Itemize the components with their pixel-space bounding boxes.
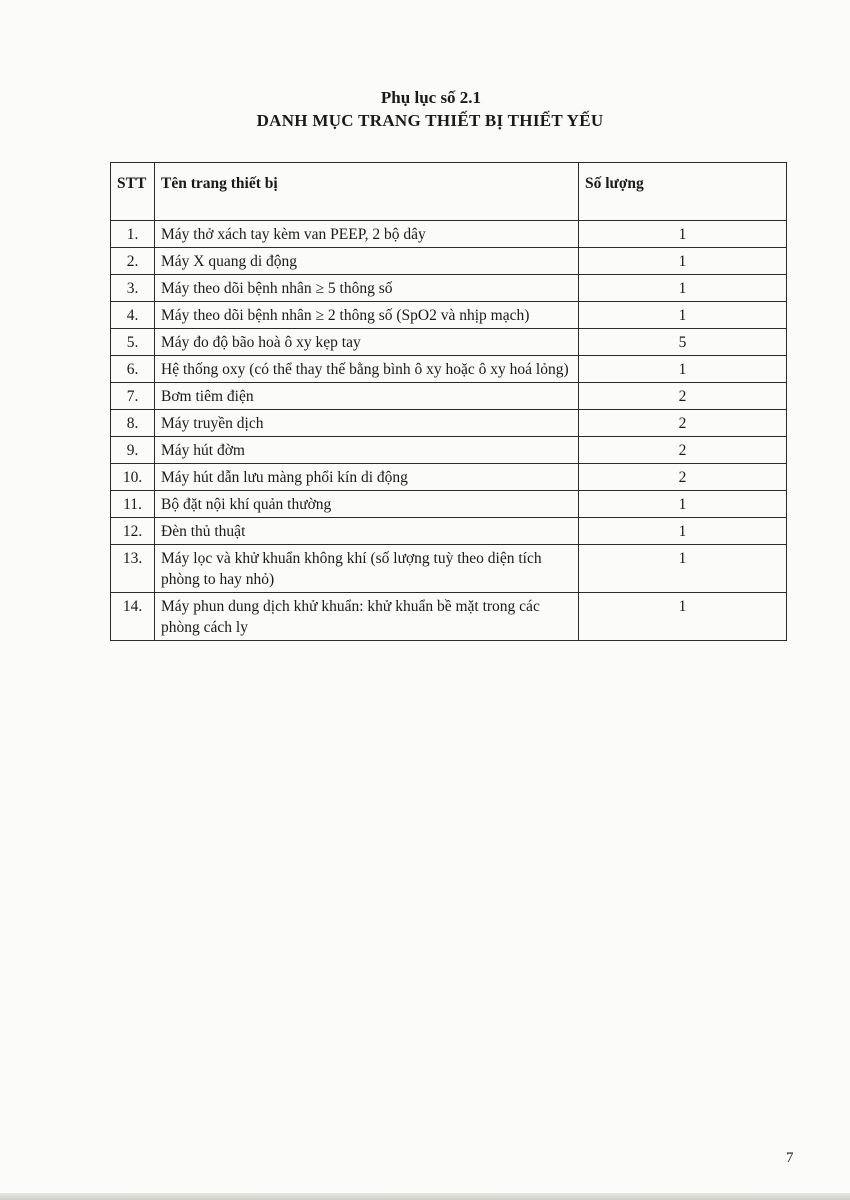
equipment-quantity: 1: [579, 491, 787, 518]
equipment-quantity: 1: [579, 356, 787, 383]
table-row: [111, 221, 787, 248]
table-header-row: [111, 163, 787, 221]
equipment-name: Máy theo dõi bệnh nhân ≥ 5 thông số: [155, 275, 579, 302]
equipment-name: Máy phun dung dịch khử khuẩn: khử khuẩn bề mặt trong các phòng cách ly: [155, 593, 579, 641]
equipment-quantity: 1: [579, 275, 787, 302]
equipment-name: Máy X quang di động: [155, 248, 579, 275]
equipment-table: [110, 162, 787, 641]
equipment-quantity: 1: [579, 518, 787, 545]
equipment-quantity: 2: [579, 383, 787, 410]
equipment-name: Bộ đặt nội khí quản thường: [155, 491, 579, 518]
row-number: 5.: [111, 329, 155, 356]
equipment-name: Máy thở xách tay kèm van PEEP, 2 bộ dây: [155, 221, 579, 248]
equipment-quantity: 2: [579, 410, 787, 437]
document-title: DANH MỤC TRANG THIẾT BỊ THIẾT YẾU: [256, 111, 604, 130]
equipment-name: Đèn thủ thuật: [155, 518, 579, 545]
header-stt: STT: [111, 163, 155, 221]
row-number: 4.: [111, 302, 155, 329]
table-row: [111, 437, 787, 464]
equipment-name: Bơm tiêm điện: [155, 383, 579, 410]
row-number: 11.: [111, 491, 155, 518]
table-row: [111, 410, 787, 437]
equipment-name: Máy hút dẫn lưu màng phổi kín di động: [155, 464, 579, 491]
equipment-quantity: 1: [579, 248, 787, 275]
row-number: 12.: [111, 518, 155, 545]
table-row: [111, 545, 787, 593]
equipment-quantity: 5: [579, 329, 787, 356]
equipment-quantity: 2: [579, 464, 787, 491]
row-number: 3.: [111, 275, 155, 302]
equipment-name: Máy theo dõi bệnh nhân ≥ 2 thông số (SpO2 và nhịp mạch): [155, 302, 579, 329]
page-number: 7: [786, 1150, 794, 1166]
appendix-label: Phụ lục số 2.1: [380, 88, 482, 107]
equipment-name: Máy lọc và khử khuẩn không khí (số lượng tuỳ theo diện tích phòng to hay nhỏ): [155, 545, 579, 593]
table-row: [111, 383, 787, 410]
table-row: [111, 356, 787, 383]
equipment-name: Máy đo độ bão hoà ô xy kẹp tay: [155, 329, 579, 356]
row-number: 14.: [111, 593, 155, 641]
header-quantity: Số lượng: [579, 163, 787, 221]
row-number: 10.: [111, 464, 155, 491]
equipment-name: Hệ thống oxy (có thể thay thế bằng bình ô xy hoặc ô xy hoá lỏng): [155, 356, 579, 383]
table-row: [111, 302, 787, 329]
equipment-name: Máy truyền dịch: [155, 410, 579, 437]
equipment-quantity: 1: [579, 302, 787, 329]
header-equipment-name: Tên trang thiết bị: [155, 163, 579, 221]
row-number: 8.: [111, 410, 155, 437]
table-row: [111, 275, 787, 302]
equipment-quantity: 1: [579, 545, 787, 593]
row-number: 7.: [111, 383, 155, 410]
table-row: [111, 329, 787, 356]
equipment-quantity: 1: [579, 221, 787, 248]
table-row: [111, 464, 787, 491]
equipment-quantity: 2: [579, 437, 787, 464]
table-row: [111, 593, 787, 641]
row-number: 13.: [111, 545, 155, 593]
table-row: [111, 248, 787, 275]
row-number: 9.: [111, 437, 155, 464]
equipment-quantity: 1: [579, 593, 787, 641]
row-number: 6.: [111, 356, 155, 383]
row-number: 2.: [111, 248, 155, 275]
row-number: 1.: [111, 221, 155, 248]
scan-edge-shadow: [0, 1193, 850, 1200]
equipment-name: Máy hút đờm: [155, 437, 579, 464]
page-heading: [0, 87, 850, 133]
table-row: [111, 518, 787, 545]
table-row: [111, 491, 787, 518]
